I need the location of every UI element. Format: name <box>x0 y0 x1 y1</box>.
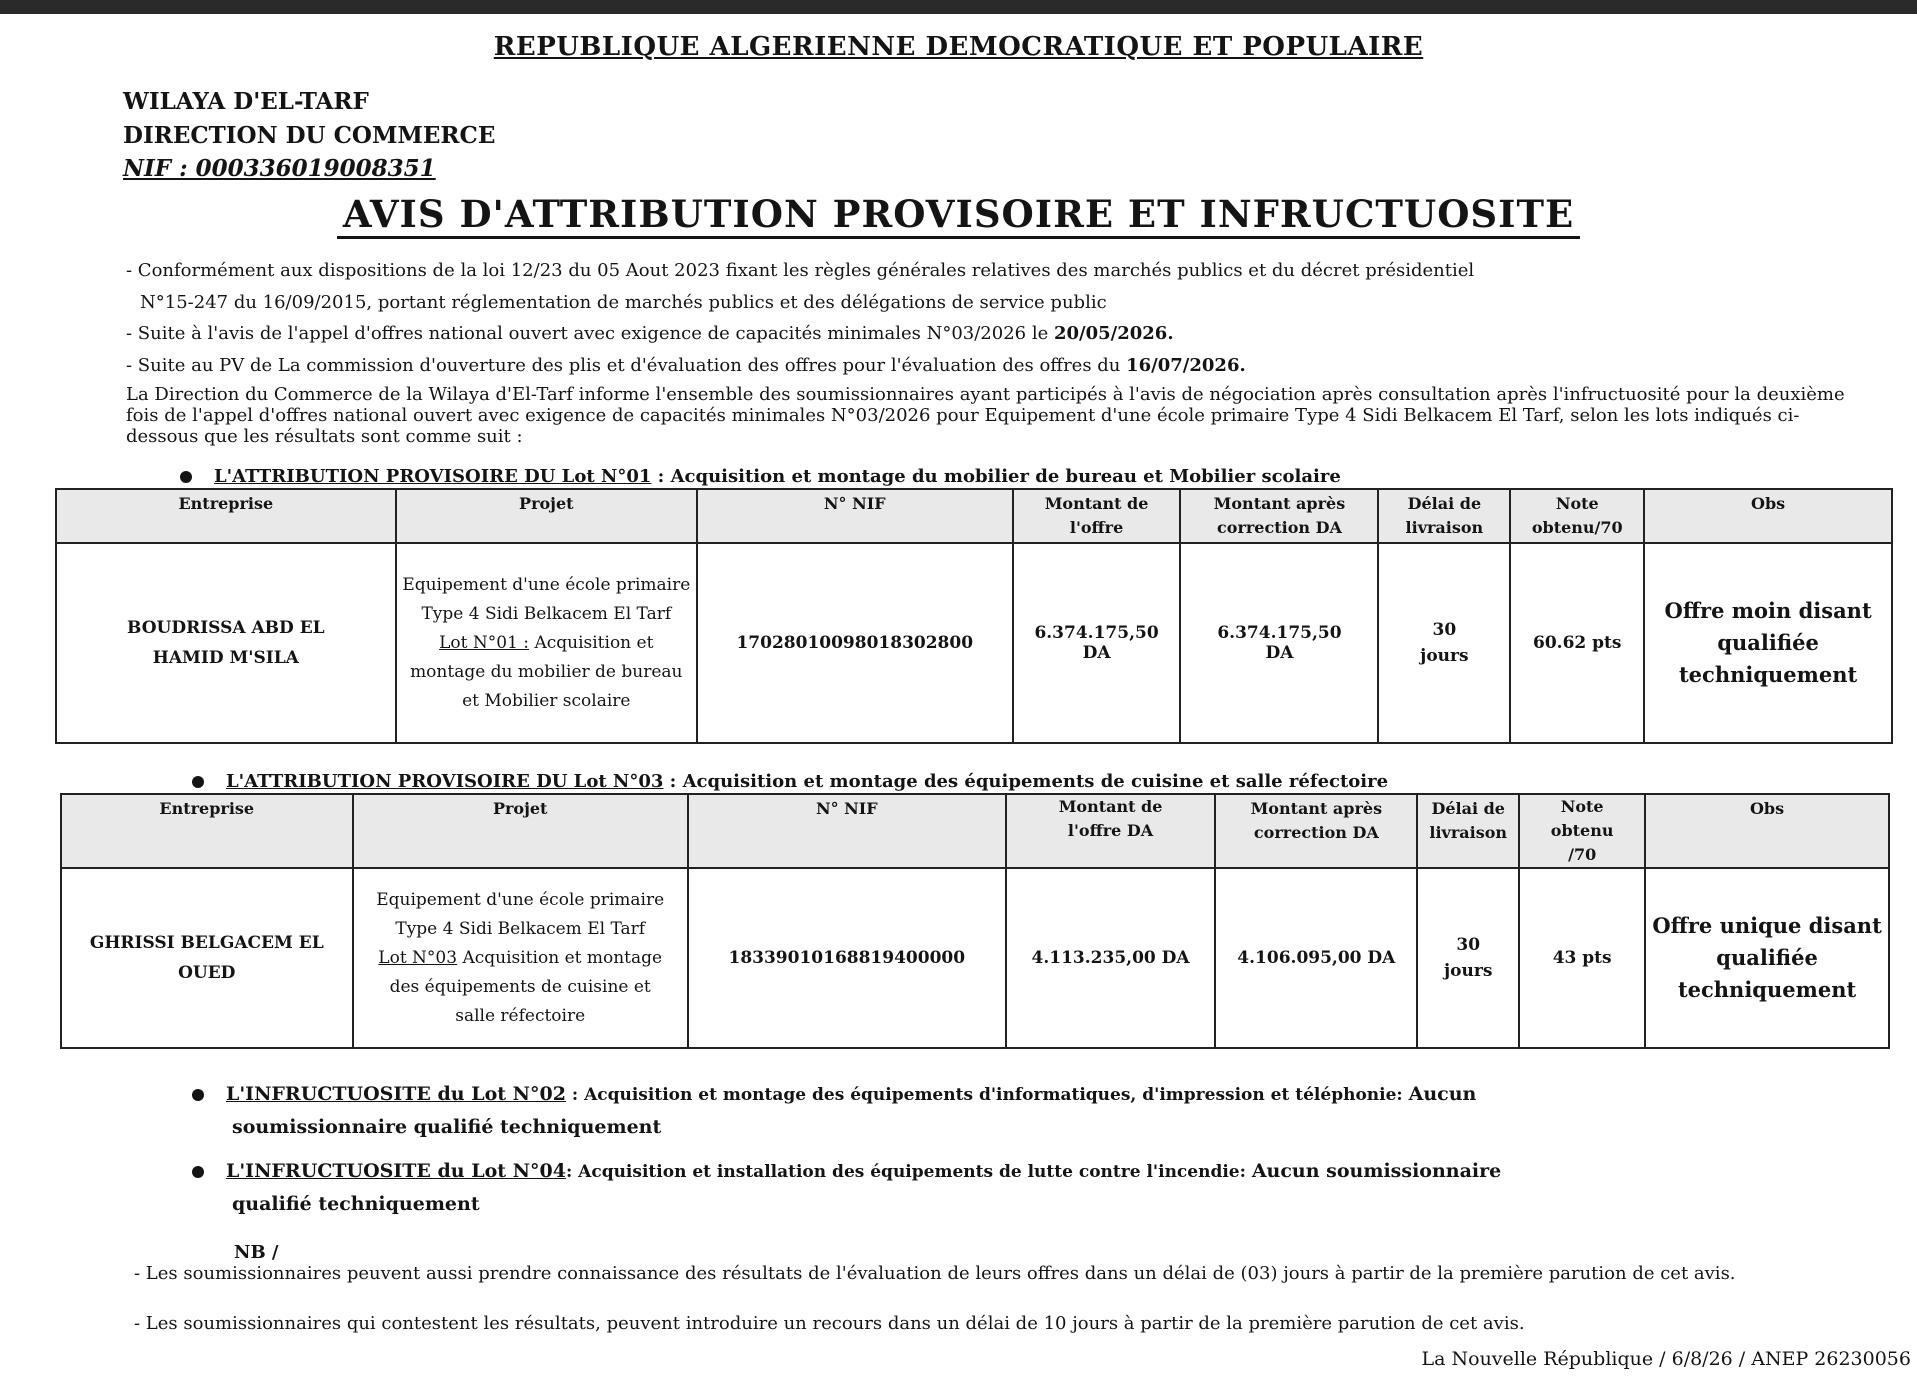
col-montant-correction: Montant après correction DA <box>1215 794 1417 868</box>
lot1-projet-text: Equipement d'une école primaire Type 4 Sidi Belkacem El Tarf <box>402 574 691 624</box>
infructuosite-lot2-result-a: Aucun <box>1408 1083 1477 1105</box>
table-row <box>61 868 1889 1048</box>
col-montant-offre: Montant de l'offre <box>1013 489 1181 543</box>
direction-line: DIRECTION DU COMMERCE <box>123 122 496 149</box>
lot1-table <box>55 488 1893 744</box>
lot3-projet-lot: Lot N°03 <box>378 947 458 968</box>
lot3-header-row <box>61 794 1889 868</box>
infructuosite-lot4-result-b: qualifié techniquement <box>232 1193 480 1215</box>
intro-line-4-date: 16/07/2026. <box>1126 355 1246 376</box>
intro-line-3 <box>126 323 1174 344</box>
lot1-obs: Offre moin disant qualifiée techniquement <box>1644 543 1892 743</box>
col-delai: Délai de livraison <box>1378 489 1510 543</box>
infructuosite-lot4-label: L'INFRUCTUOSITE du Lot N°04 <box>226 1160 566 1182</box>
lot1-header-row <box>56 489 1892 543</box>
lot3-table <box>60 793 1890 1049</box>
nif-line: NIF : 000336019008351 <box>123 155 436 182</box>
infructuosite-lot2-text: : Acquisition et montage des équipements d'informatiques, d'impression et téléphonie: <box>565 1085 1409 1105</box>
lot3-entreprise: GHRISSI BELGACEM EL OUED <box>61 868 353 1048</box>
intro-line-2: N°15-247 du 16/09/2015, portant réglementation de marchés publics et des délégations de service public <box>140 292 1107 313</box>
republic-header: REPUBLIQUE ALGERIENNE DEMOCRATIQUE ET POPULAIRE <box>493 32 1424 62</box>
lot3-projet <box>353 868 688 1048</box>
lot1-montant-correction: 6.374.175,50 DA <box>1180 543 1378 743</box>
lot1-montant-offre: 6.374.175,50 DA <box>1013 543 1181 743</box>
lot3-heading-rest: : Acquisition et montage des équipements de cuisine et salle réfectoire <box>663 771 1389 792</box>
nb-note-1: - Les soumissionnaires peuvent aussi prendre connaissance des résultats de l'évaluation de leurs offres dans un délai de (03) jours à partir de la première parution de cet avis. <box>134 1263 1736 1284</box>
col-note: Note obtenu/70 <box>1510 489 1644 543</box>
bullet-icon <box>192 1166 204 1178</box>
lot1-heading <box>180 466 1341 487</box>
lot1-projet-rest: Acquisition et montage du mobilier de bureau et Mobilier scolaire <box>410 632 683 711</box>
col-montant-offre: Montant de l'offre DA <box>1006 794 1216 868</box>
intro-line-3-text: - Suite à l'avis de l'appel d'offres national ouvert avec exigence de capacités minimales N°03/2026 le <box>126 323 1054 344</box>
intro-line-4 <box>126 355 1246 376</box>
lot3-obs: Offre unique disant qualifiée techniquement <box>1645 868 1889 1048</box>
intro-paragraph: La Direction du Commerce de la Wilaya d'El-Tarf informe l'ensemble des soumissionnaires ayant participés à l'avis de négociation après consultation après l'infructuosité pour la deuxième fois de l'appel d'offres national ouvert avec exigence de capacités minimales N°03/2026 pour Equipement d'une école primaire Type 4 Sidi Belkacem El Tarf, selon les lots indiqués ci-dessous que les résultats sont comme suit : <box>126 384 1845 447</box>
col-nif: N° NIF <box>697 489 1013 543</box>
intro-line-4-text: - Suite au PV de La commission d'ouverture des plis et d'évaluation des offres pour l'évaluation des offres du <box>126 355 1127 376</box>
col-projet: Projet <box>396 489 697 543</box>
publication-footer: La Nouvelle République / 6/8/26 / ANEP 26230056 <box>1421 1348 1911 1370</box>
col-obs: Obs <box>1644 489 1892 543</box>
lot1-entreprise: BOUDRISSA ABD EL HAMID M'SILA <box>56 543 396 743</box>
col-nif: N° NIF <box>688 794 1006 868</box>
col-obs: Obs <box>1645 794 1889 868</box>
bullet-icon <box>192 776 204 788</box>
lot3-montant-offre: 4.113.235,00 DA <box>1006 868 1216 1048</box>
col-entreprise: Entreprise <box>56 489 396 543</box>
lot3-montant-correction: 4.106.095,00 DA <box>1215 868 1417 1048</box>
scan-top-border <box>0 0 1917 14</box>
bullet-icon <box>180 471 192 483</box>
col-projet: Projet <box>353 794 688 868</box>
lot3-projet-rest: Acquisition et montage des équipements de cuisine et salle réfectoire <box>389 947 663 1026</box>
infructuosite-lot4-result-a: Aucun soumissionnaire <box>1251 1160 1502 1182</box>
lot3-delai: 30 jours <box>1417 868 1519 1048</box>
lot3-projet-text: Equipement d'une école primaire Type 4 Sidi Belkacem El Tarf <box>376 889 665 939</box>
lot3-note: 43 pts <box>1519 868 1645 1048</box>
notice-title <box>0 192 1917 236</box>
lot3-heading <box>192 771 1388 792</box>
intro-line-1: - Conformément aux dispositions de la loi 12/23 du 05 Aout 2023 fixant les règles générales relatives des marchés publics et du décret présidentiel <box>126 260 1475 281</box>
infructuosite-lot2 <box>192 1078 1832 1143</box>
lot3-nif: 18339010168819400000 <box>688 868 1006 1048</box>
col-montant-correction: Montant après correction DA <box>1180 489 1378 543</box>
col-note: Note obtenu /70 <box>1519 794 1645 868</box>
infructuosite-lot4 <box>192 1155 1832 1220</box>
lot3-heading-label: L'ATTRIBUTION PROVISOIRE DU Lot N°03 <box>226 771 664 792</box>
table-row <box>56 543 1892 743</box>
bullet-icon <box>192 1089 204 1101</box>
notice-title-text: AVIS D'ATTRIBUTION PROVISOIRE ET INFRUCTUOSITE <box>337 192 1580 239</box>
lot1-note: 60.62 pts <box>1510 543 1644 743</box>
infructuosite-lot2-result-b: soumissionnaire qualifié techniquement <box>232 1116 662 1138</box>
lot1-nif: 17028010098018302800 <box>697 543 1013 743</box>
infructuosite-lot2-label: L'INFRUCTUOSITE du Lot N°02 <box>226 1083 566 1105</box>
lot1-heading-label: L'ATTRIBUTION PROVISOIRE DU Lot N°01 <box>214 466 652 487</box>
intro-line-3-date: 20/05/2026. <box>1053 323 1174 344</box>
wilaya-line: WILAYA D'EL-TARF <box>123 88 369 115</box>
nb-note-2: - Les soumissionnaires qui contestent les résultats, peuvent introduire un recours dans un délai de 10 jours à partir de la première parution de cet avis. <box>134 1313 1525 1334</box>
col-entreprise: Entreprise <box>61 794 353 868</box>
lot1-projet <box>396 543 697 743</box>
col-delai: Délai de livraison <box>1417 794 1519 868</box>
lot1-heading-rest: : Acquisition et montage du mobilier de bureau et Mobilier scolaire <box>651 466 1341 487</box>
infructuosite-lot4-text: : Acquisition et installation des équipements de lutte contre l'incendie: <box>565 1162 1252 1182</box>
lot1-delai: 30 jours <box>1378 543 1510 743</box>
nb-label: NB / <box>234 1242 279 1263</box>
lot1-projet-lot: Lot N°01 : <box>439 632 530 653</box>
